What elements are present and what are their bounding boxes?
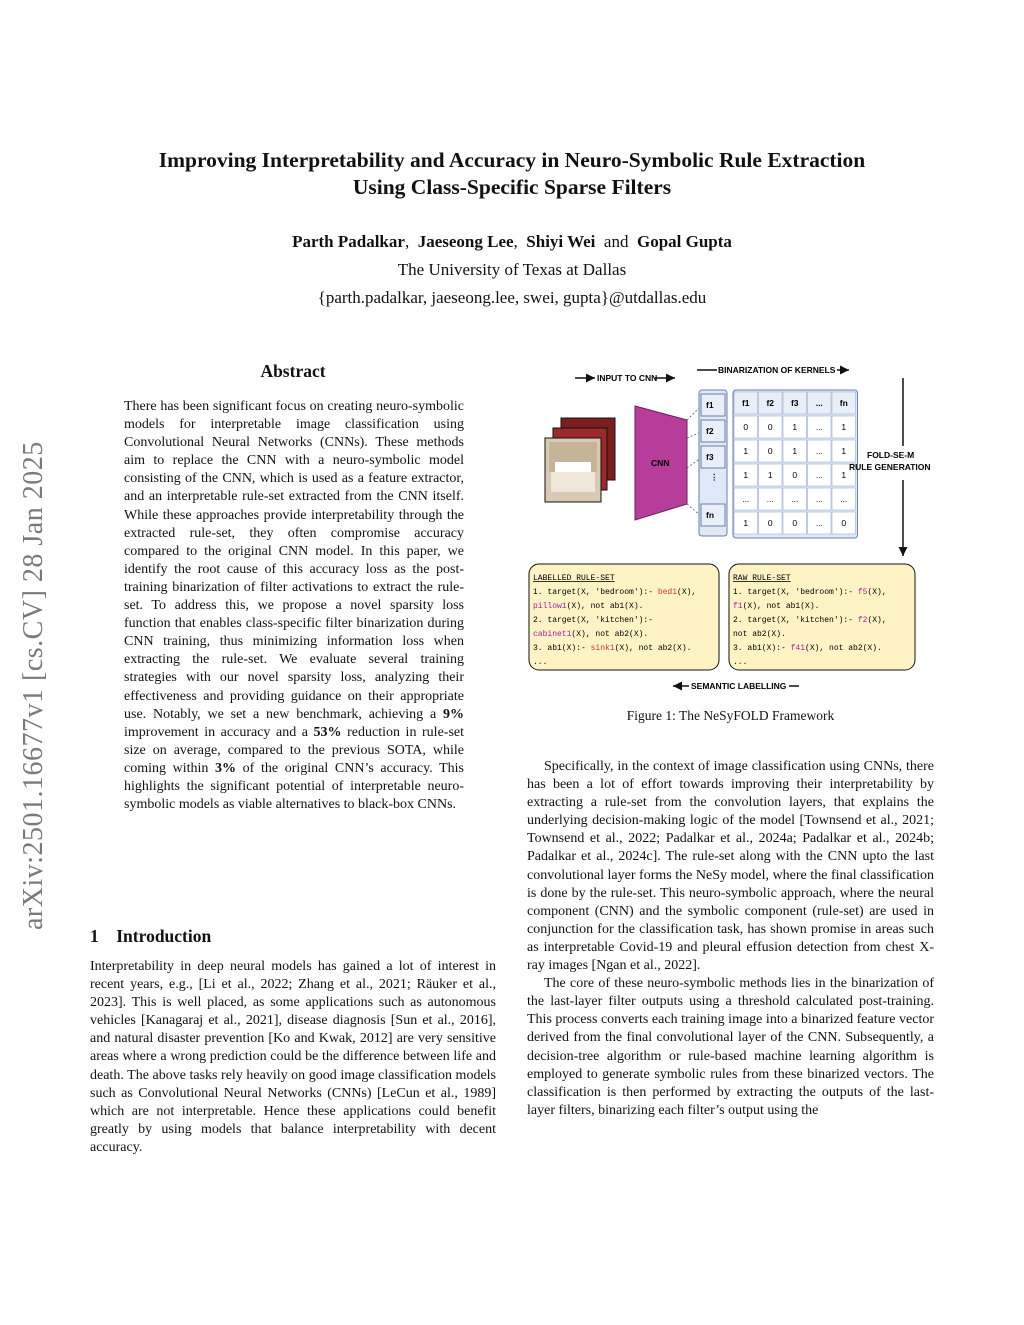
rule-line: pillow1(X), not ab1(X). — [533, 602, 644, 611]
affiliation: The University of Texas at Dallas — [397, 260, 627, 279]
rule-line: 3. ab1(X):- sink1(X), not ab2(X). — [533, 644, 692, 653]
table-cell-text: 0 — [767, 422, 773, 432]
rule-line: ... — [533, 658, 548, 667]
table-cell-text: ... — [815, 518, 823, 528]
figure-nesyfold — [527, 358, 937, 698]
table-cell-text: ... — [815, 422, 823, 432]
table-cell-text: 1 — [767, 470, 773, 480]
arxiv-stamp: arXiv:2501.16677v1 [cs.CV] 28 Jan 2025 — [18, 441, 49, 930]
table-cell-text: 0 — [767, 518, 773, 528]
table-cell-text: ... — [815, 494, 823, 504]
input-to-cnn-label: INPUT TO CNN — [597, 373, 658, 383]
table-cell-text: 0 — [792, 470, 798, 480]
rule-line: not ab2(X). — [733, 630, 786, 639]
paragraph-1: Specifically, in the context of image classification using CNNs, there has been a lot of effort towards improving their interpretability by extracting a rule-set from the convolution layers, that explains the underlying decision-making logic of the model [Townsend et al., 2021; Townsend et al., 2022; Padalkar et al., 2024a; Padalkar et al., 2024b; Padalkar et al., 2024c]. The rule-set along with the CNN upto the last convolutional layer forms the NeSy model, where the final classification is done by the rule-set. This neuro-symbolic approach, where the neural component (CNN) and the symbolic component (rule-set) are used in conjunction for the classification task, has shown promise in areas such as interpretable Covid-19 and pleural effusion detection from chest X-ray images [Ngan et al., 2022]. — [527, 759, 934, 974]
table-cell-text: ... — [815, 470, 823, 480]
table-cell-text: 0 — [841, 518, 847, 528]
input-images — [545, 418, 615, 502]
fold-label-1: FOLD-SE-M — [867, 450, 915, 460]
rule-line: f1(X), not ab1(X). — [733, 602, 820, 611]
table-cell-text: 0 — [792, 518, 798, 528]
table-cell-text: ... — [742, 494, 750, 504]
rule-line: cabinet1(X), not ab2(X). — [533, 630, 649, 639]
rule-line: 3. ab1(X):- f41(X), not ab2(X). — [733, 644, 882, 653]
author-4: Gopal Gupta — [636, 232, 732, 251]
binarization-label: BINARIZATION OF KERNELS — [718, 365, 836, 375]
table-cell-text: 1 — [841, 446, 847, 456]
paper-title — [0, 147, 1024, 201]
table-header-text: f3 — [790, 398, 799, 408]
table-cell-text: 0 — [767, 446, 773, 456]
abstract-body: There has been significant focus on creating neuro-symbolic models for interpretable image classification using Convolutional Neural Networks (CNNs). These methods aim to replace the CNN with a neuro-symbolic model consisting of the CNN, which is used as a feature extractor, and an interpretable rule-set extracted from the CNN itself. While these approaches provide interpretability through the extracted rule-set, they often compromise accuracy compared to the original CNN model. In this paper, we identify the root cause of this accuracy loss as the post-training binarization of filter activations to extract the rule-set. To address this, we propose a novel sparsity loss function that enables class-specific filter binarization during CNN training, thus minimizing information loss when extracting the rule-set. We evaluate several training strategies with our novel sparsity loss, analyzing their effectiveness and providing guidance on their appropriate use. Notably, we set a new benchmark, achieving a 9% improvement in accuracy and a 53% reduction in rule-set size on average, compared to the previous SOTA, while coming within 3% of the original CNN’s accuracy. This highlights the significant potential of interpretable neuro-symbolic models as viable alternatives to black-box CNNs. — [124, 399, 464, 813]
author-and: and — [603, 232, 629, 251]
rule-line: 2. target(X, 'kitchen'):- — [533, 616, 654, 625]
rule-line: 1. target(X, 'bedroom'):- bed1(X), — [533, 588, 697, 597]
filter-f3: f3 — [706, 452, 714, 462]
svg-text:⋮: ⋮ — [710, 472, 719, 482]
table-cell-text: 1 — [743, 518, 749, 528]
rule-line: 2. target(X, 'kitchen'):- f2(X), — [733, 616, 887, 625]
filter-f2: f2 — [706, 426, 714, 436]
table-cell-text: ... — [815, 446, 823, 456]
abstract-heading: Abstract — [260, 361, 326, 381]
author-3: Shiyi Wei — [526, 232, 596, 251]
paragraph-2: The core of these neuro-symbolic methods lies in the binarization of the last-layer filter outputs using a threshold calculated post-training. This process converts each training image into a binarized feature vector derived from the final convolutional layer of the CNN. Subsequently, a decision-tree algorithm or rule-based machine learning algorithm is employed to generate symbolic rules from these binarized vectors. The classification is then performed by extracting the outputs of the last-layer filters, binarizing each filter’s output using the — [527, 976, 934, 1118]
author-list: Parth Padalkar, Jaeseong Lee, Shiyi Wei and Gopal Gupta — [292, 232, 732, 251]
figure-svg — [527, 358, 937, 698]
table-cell-text: 1 — [743, 470, 749, 480]
table-header-text: f1 — [741, 398, 750, 408]
table-header-text: fn — [839, 398, 848, 408]
table-cell-text: 1 — [841, 470, 847, 480]
title-line-2: Using Class-Specific Sparse Filters — [352, 175, 672, 199]
right-column-body — [527, 758, 934, 1120]
table-cell-text: 1 — [792, 446, 798, 456]
filter-f1: f1 — [706, 400, 714, 410]
rule-line: 1. target(X, 'bedroom'):- f5(X), — [733, 588, 887, 597]
table-cell-text: ... — [840, 494, 848, 504]
author-1: Parth Padalkar — [292, 232, 405, 251]
email-line: {parth.padalkar, jaeseong.lee, swei, gupta}@utdallas.edu — [317, 288, 707, 307]
table-cell-text: ... — [766, 494, 774, 504]
table-cell-text: 1 — [841, 422, 847, 432]
table-cell-text: 1 — [743, 446, 749, 456]
table-cell-text: 1 — [792, 422, 798, 432]
title-line-1: Improving Interpretability and Accuracy in Neuro-Symbolic Rule Extraction — [158, 148, 866, 172]
figure-caption: Figure 1: The NeSyFOLD Framework — [626, 708, 835, 723]
labelled-title: LABELLED RULE-SET — [533, 574, 615, 583]
table-header-text: ... — [815, 398, 823, 408]
rule-line: ... — [733, 658, 748, 667]
table-header-text: f2 — [766, 398, 775, 408]
table-cell-text: 0 — [743, 422, 749, 432]
table-cell-text: ... — [791, 494, 799, 504]
introduction-body: Interpretability in deep neural models has gained a lot of interest in recent years, e.g., [Li et al., 2022; Zhang et al., 2021; Räuker et al., 2023]. This is well placed, as some applications such as autonomous vehicles [Kanagaraj et al., 2021], disease diagnosis [Sun et al., 2016], and natural disaster prevention [Ko and Kwak, 2012] are very sensitive areas where a wrong prediction could be the difference between life and death. The above tasks rely heavily on good image classification models such as Convolutional Neural Networks (CNNs) [LeCun et al., 1989] which are not interpretable. Hence these applications could benefit greatly by using models that balance interpretability with decent accuracy. — [90, 959, 496, 1155]
fold-label-2: RULE GENERATION — [849, 462, 931, 472]
author-2: Jaeseong Lee — [417, 232, 514, 251]
semantic-label: SEMANTIC LABELLING — [691, 681, 787, 691]
raw-title: RAW RULE-SET — [733, 574, 791, 583]
filter-fn: fn — [706, 510, 715, 520]
section-heading-introduction: 1 Introduction — [90, 926, 212, 946]
cnn-label: CNN — [651, 458, 670, 468]
binarization-table — [733, 390, 858, 538]
